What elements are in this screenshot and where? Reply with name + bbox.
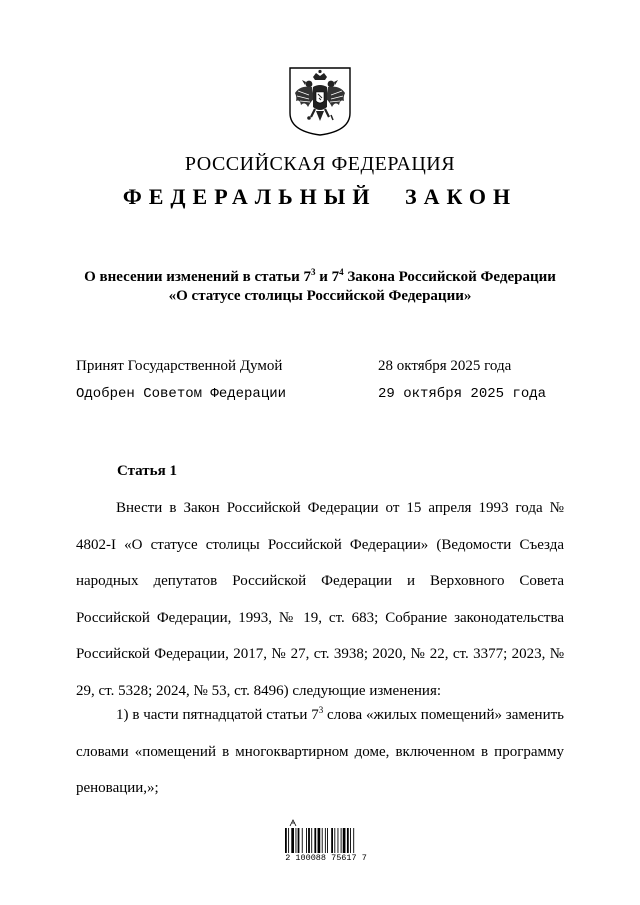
title-text-part: Закона Российской Федерации xyxy=(343,269,556,285)
barcode-bar xyxy=(306,828,307,853)
barcode-bar xyxy=(347,828,349,853)
paragraph-superscript: 3 xyxy=(318,705,324,715)
barcode-bar xyxy=(341,828,342,853)
barcode-bar xyxy=(327,828,328,853)
barcode-mark-icon xyxy=(290,820,296,826)
barcode-bar xyxy=(350,828,351,853)
document-type: ФЕДЕРАЛЬНЫЙ ЗАКОН xyxy=(122,184,518,209)
country-name: РОССИЙСКАЯ ФЕДЕРАЦИЯ xyxy=(184,153,456,175)
law-title-line-1 xyxy=(60,268,580,287)
barcode-bar xyxy=(318,828,321,853)
council-approval-date: 29 октября 2025 года xyxy=(378,386,547,402)
barcode-number: 2 100088 75617 7 xyxy=(285,853,367,863)
article-paragraph-1 xyxy=(76,490,564,709)
barcode-bar xyxy=(285,828,287,853)
barcode-bar xyxy=(334,828,335,853)
duma-adoption-date: 28 октября 2025 года xyxy=(378,358,512,374)
barcode-bar xyxy=(331,828,333,853)
barcode-bar xyxy=(338,828,339,853)
paragraph-text: 1) в части пятнадцатой статьи 7 xyxy=(116,707,319,723)
barcode-bar xyxy=(291,828,294,853)
barcode-bar xyxy=(322,828,323,853)
council-approval-label: Одобрен Советом Федерации xyxy=(76,386,287,402)
barcode-bar xyxy=(353,828,354,853)
article-heading: Статья 1 xyxy=(117,463,177,479)
title-text-part: О внесении изменений в статьи 7 xyxy=(84,269,311,285)
barcode-bar xyxy=(302,828,303,853)
paragraph-text: слова «жилых помещений» заменить словами «помещений в многоквартирном доме, включенном в программу реновации,»; xyxy=(76,707,564,796)
barcode-bar xyxy=(296,828,297,853)
barcode-icon xyxy=(284,818,364,854)
barcode-bar xyxy=(308,828,310,853)
duma-adoption-label: Принят Государственной Думой xyxy=(76,358,283,374)
article-paragraph-2 xyxy=(76,697,564,807)
barcode-bar xyxy=(288,828,289,853)
title-text-part: и 7 xyxy=(315,269,340,285)
law-title xyxy=(60,268,580,306)
title-superscript: 3 xyxy=(310,267,316,277)
law-title-line-2: «О статусе столицы Российской Федерации» xyxy=(168,288,472,304)
title-superscript: 4 xyxy=(339,267,344,277)
barcode-bar xyxy=(311,828,312,853)
barcode-bar xyxy=(325,828,326,853)
barcode-bar xyxy=(314,828,316,853)
paragraph-text: Внести в Закон Российской Федерации от 15 апреля 1993 года № 4802-I «О статусе столицы Российской Федерации» (Ведомости Съезда народных депутатов Российской Федерации и Верховного Совета Российской Федерации, 1993, № 19, ст. 683; Собрание законодательства Российской Федерации, 2017, № 27, ст. 3938; 2020, № 22, ст. 3377; 2023, № 29, ст. 5328; 2024, № 53, ст. 8496) следующие изменения: xyxy=(76,500,564,699)
barcode-bar xyxy=(298,828,300,853)
barcode-bar xyxy=(343,828,346,853)
coat-of-arms-icon xyxy=(287,65,353,137)
